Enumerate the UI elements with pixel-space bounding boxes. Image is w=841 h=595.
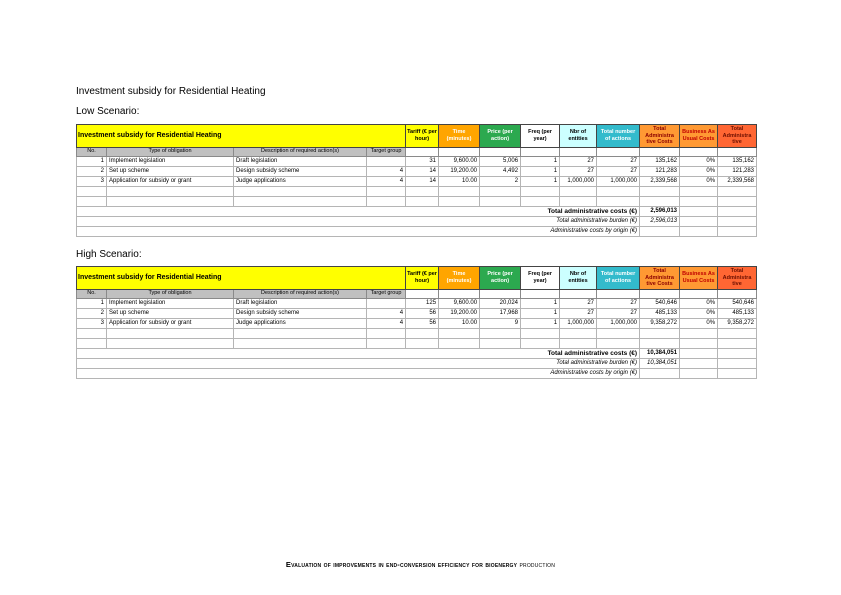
total-burden-label: Total administrative burden (€)	[77, 358, 640, 368]
cell-total-admin: 540,646	[718, 298, 757, 308]
cell-admin-costs: 485,133	[640, 308, 680, 318]
empty-cell	[439, 328, 480, 338]
cell-time: 19,200.00	[439, 308, 480, 318]
cell-actions: 1,000,000	[597, 176, 640, 186]
empty-cell	[77, 186, 107, 196]
empty-cell	[439, 289, 480, 298]
empty-cell	[406, 338, 439, 348]
empty-cell	[439, 186, 480, 196]
empty-cell	[234, 328, 367, 338]
empty-cell	[521, 338, 560, 348]
total-costs-label: Total administrative costs (€)	[77, 206, 640, 216]
cell-time: 9,600.00	[439, 156, 480, 166]
cell-entities: 27	[560, 298, 597, 308]
table-row	[77, 308, 757, 318]
cell-price: 9	[480, 318, 521, 328]
cell-actions: 27	[597, 166, 640, 176]
cell-bau-costs: 0%	[680, 156, 718, 166]
high-scenario-label: High Scenario:	[76, 249, 142, 260]
empty-cell	[77, 328, 107, 338]
cell-target: 4	[367, 318, 406, 328]
cell-admin-costs: 540,646	[640, 298, 680, 308]
empty-cell	[640, 147, 680, 156]
col-header-actions: Total number of actions	[597, 125, 640, 148]
col-header-type: Type of obligation	[107, 289, 234, 298]
empty-cell	[718, 206, 757, 216]
empty-cell	[560, 196, 597, 206]
page-title: Investment subsidy for Residential Heating	[76, 86, 266, 97]
empty-cell	[406, 328, 439, 338]
cell-admin-costs: 2,339,568	[640, 176, 680, 186]
cell-target: 4	[367, 308, 406, 318]
cell-total-admin: 2,339,568	[718, 176, 757, 186]
table-title: Investment subsidy for Residential Heating	[77, 125, 406, 148]
cell-desc: Design subsidy scheme	[234, 308, 367, 318]
empty-cell	[718, 147, 757, 156]
empty-cell	[367, 196, 406, 206]
total-costs-value: 2,596,013	[640, 206, 680, 216]
empty-cell	[439, 338, 480, 348]
empty-cell	[718, 338, 757, 348]
cell-admin-costs: 121,283	[640, 166, 680, 176]
empty-cell	[367, 338, 406, 348]
cell-bau-costs: 0%	[680, 318, 718, 328]
col-header-target: Target group	[367, 147, 406, 156]
cell-type: Implement legislation	[107, 156, 234, 166]
total-burden-label: Total administrative burden (€)	[77, 216, 640, 226]
cell-tariff: 56	[406, 308, 439, 318]
cell-price: 4,492	[480, 166, 521, 176]
col-header-desc: Description of required action(s)	[234, 147, 367, 156]
empty-cell	[560, 186, 597, 196]
col-header-price: Price (per action)	[480, 125, 521, 148]
empty-cell	[77, 196, 107, 206]
page-footer	[0, 560, 841, 569]
col-header-total-admin: Total Administra tive	[718, 125, 757, 148]
empty-cell	[560, 338, 597, 348]
cell-entities: 27	[560, 166, 597, 176]
col-header-time: Time (minutes)	[439, 267, 480, 290]
empty-cell	[367, 328, 406, 338]
empty-cell	[77, 338, 107, 348]
total-burden-row	[77, 358, 757, 368]
empty-cell	[234, 338, 367, 348]
empty-cell	[680, 186, 718, 196]
cell-type: Application for subsidy or grant	[107, 176, 234, 186]
cell-price: 5,006	[480, 156, 521, 166]
cell-freq: 1	[521, 176, 560, 186]
empty-cell	[718, 328, 757, 338]
empty-cell	[234, 196, 367, 206]
costs-origin-row	[77, 368, 757, 378]
empty-cell	[107, 338, 234, 348]
cell-no: 3	[77, 318, 107, 328]
costs-origin-label: Administrative costs by origin (€)	[77, 368, 640, 378]
cell-tariff: 56	[406, 318, 439, 328]
cell-total-admin: 135,162	[718, 156, 757, 166]
col-header-admin-costs: Total Administra tive Costs	[640, 267, 680, 290]
cell-price: 20,024	[480, 298, 521, 308]
table-row	[77, 166, 757, 176]
low-scenario-label: Low Scenario:	[76, 106, 140, 117]
empty-cell	[597, 289, 640, 298]
cell-no: 2	[77, 166, 107, 176]
empty-cell	[406, 289, 439, 298]
empty-cell	[107, 196, 234, 206]
empty-cell	[521, 196, 560, 206]
cell-type: Implement legislation	[107, 298, 234, 308]
cell-time: 10.00	[439, 318, 480, 328]
empty-cell	[597, 328, 640, 338]
total-costs-value: 10,384,051	[640, 348, 680, 358]
total-burden-value: 10,384,051	[640, 358, 680, 368]
cell-desc: Judge applications	[234, 176, 367, 186]
high-scenario-table	[76, 266, 757, 379]
col-header-entities: Nbr of entities	[560, 267, 597, 290]
cell-desc: Design subsidy scheme	[234, 166, 367, 176]
cell-tariff: 14	[406, 166, 439, 176]
empty-cell	[480, 338, 521, 348]
empty-row	[77, 186, 757, 196]
cell-bau-costs: 0%	[680, 166, 718, 176]
col-header-no: No.	[77, 147, 107, 156]
col-header-bau-costs: Business As Usual Costs	[680, 125, 718, 148]
empty-cell	[521, 147, 560, 156]
empty-cell	[718, 186, 757, 196]
empty-cell	[521, 289, 560, 298]
empty-cell	[640, 328, 680, 338]
col-header-tariff: Tariff (€ per hour)	[406, 267, 439, 290]
cell-type: Application for subsidy or grant	[107, 318, 234, 328]
cell-total-admin: 485,133	[718, 308, 757, 318]
footer-text-tail: production	[519, 560, 556, 569]
table-header-row	[77, 125, 757, 148]
empty-cell	[718, 348, 757, 358]
costs-origin-label: Administrative costs by origin (€)	[77, 226, 640, 236]
col-header-freq: Freq (per year)	[521, 267, 560, 290]
empty-cell	[680, 216, 718, 226]
empty-cell	[640, 338, 680, 348]
empty-cell	[597, 196, 640, 206]
empty-cell	[680, 328, 718, 338]
empty-cell	[521, 328, 560, 338]
empty-cell	[107, 328, 234, 338]
cell-no: 1	[77, 298, 107, 308]
cell-freq: 1	[521, 308, 560, 318]
cell-freq: 1	[521, 166, 560, 176]
empty-cell	[640, 289, 680, 298]
empty-cell	[718, 368, 757, 378]
cell-bau-costs: 0%	[680, 308, 718, 318]
cell-entities: 1,000,000	[560, 318, 597, 328]
cell-target: 4	[367, 166, 406, 176]
empty-cell	[680, 368, 718, 378]
table-row	[77, 298, 757, 308]
empty-cell	[640, 196, 680, 206]
table-header-row	[77, 267, 757, 290]
cell-total-admin: 121,283	[718, 166, 757, 176]
empty-cell	[680, 358, 718, 368]
cell-tariff: 14	[406, 176, 439, 186]
cell-freq: 1	[521, 298, 560, 308]
empty-cell	[640, 226, 680, 236]
col-header-entities: Nbr of entities	[560, 125, 597, 148]
empty-cell	[107, 186, 234, 196]
total-costs-row	[77, 206, 757, 216]
cell-tariff: 31	[406, 156, 439, 166]
empty-cell	[560, 147, 597, 156]
col-header-target: Target group	[367, 289, 406, 298]
empty-cell	[521, 186, 560, 196]
col-header-admin-costs: Total Administra tive Costs	[640, 125, 680, 148]
cell-desc: Draft legislation	[234, 156, 367, 166]
empty-cell	[680, 226, 718, 236]
cell-type: Set up scheme	[107, 308, 234, 318]
empty-cell	[439, 147, 480, 156]
empty-cell	[718, 226, 757, 236]
cell-price: 2	[480, 176, 521, 186]
empty-cell	[480, 186, 521, 196]
cell-freq: 1	[521, 318, 560, 328]
table-subheader-row	[77, 147, 757, 156]
cell-price: 17,968	[480, 308, 521, 318]
col-header-actions: Total number of actions	[597, 267, 640, 290]
col-header-time: Time (minutes)	[439, 125, 480, 148]
empty-cell	[680, 196, 718, 206]
total-burden-value: 2,596,013	[640, 216, 680, 226]
empty-cell	[406, 186, 439, 196]
cell-bau-costs: 0%	[680, 298, 718, 308]
cell-tariff: 125	[406, 298, 439, 308]
low-scenario-table	[76, 124, 757, 237]
total-costs-row	[77, 348, 757, 358]
col-header-total-admin: Total Administra tive	[718, 267, 757, 290]
empty-cell	[640, 368, 680, 378]
empty-cell	[560, 328, 597, 338]
cell-entities: 1,000,000	[560, 176, 597, 186]
footer-text: Evaluation of improvements in end-conversion efficiency for bioenergy	[285, 560, 518, 569]
cell-target	[367, 156, 406, 166]
cell-actions: 27	[597, 298, 640, 308]
table-row	[77, 176, 757, 186]
cell-no: 3	[77, 176, 107, 186]
empty-cell	[480, 147, 521, 156]
cell-entities: 27	[560, 308, 597, 318]
total-costs-label: Total administrative costs (€)	[77, 348, 640, 358]
empty-cell	[597, 147, 640, 156]
costs-origin-row	[77, 226, 757, 236]
empty-cell	[640, 186, 680, 196]
empty-cell	[680, 338, 718, 348]
cell-bau-costs: 0%	[680, 176, 718, 186]
cell-admin-costs: 135,162	[640, 156, 680, 166]
empty-cell	[680, 348, 718, 358]
empty-row	[77, 328, 757, 338]
empty-cell	[597, 186, 640, 196]
cell-time: 10.00	[439, 176, 480, 186]
empty-row	[77, 196, 757, 206]
empty-cell	[406, 147, 439, 156]
cell-actions: 1,000,000	[597, 318, 640, 328]
empty-cell	[718, 216, 757, 226]
col-header-tariff: Tariff (€ per hour)	[406, 125, 439, 148]
col-header-no: No.	[77, 289, 107, 298]
empty-cell	[680, 147, 718, 156]
empty-cell	[439, 196, 480, 206]
col-header-price: Price (per action)	[480, 267, 521, 290]
empty-cell	[234, 186, 367, 196]
empty-cell	[680, 206, 718, 216]
empty-cell	[680, 289, 718, 298]
cell-target	[367, 298, 406, 308]
cell-no: 1	[77, 156, 107, 166]
empty-cell	[480, 328, 521, 338]
cell-entities: 27	[560, 156, 597, 166]
cell-time: 9,600.00	[439, 298, 480, 308]
cell-type: Set up scheme	[107, 166, 234, 176]
cell-target: 4	[367, 176, 406, 186]
table-title: Investment subsidy for Residential Heating	[77, 267, 406, 290]
empty-cell	[718, 289, 757, 298]
cell-freq: 1	[521, 156, 560, 166]
cell-total-admin: 9,358,272	[718, 318, 757, 328]
table-row	[77, 318, 757, 328]
col-header-bau-costs: Business As Usual Costs	[680, 267, 718, 290]
total-burden-row	[77, 216, 757, 226]
cell-actions: 27	[597, 308, 640, 318]
cell-desc: Draft legislation	[234, 298, 367, 308]
empty-cell	[597, 338, 640, 348]
cell-desc: Judge applications	[234, 318, 367, 328]
empty-cell	[367, 186, 406, 196]
empty-cell	[560, 289, 597, 298]
empty-cell	[480, 196, 521, 206]
col-header-desc: Description of required action(s)	[234, 289, 367, 298]
col-header-freq: Freq (per year)	[521, 125, 560, 148]
empty-cell	[480, 289, 521, 298]
cell-admin-costs: 9,358,272	[640, 318, 680, 328]
cell-no: 2	[77, 308, 107, 318]
table-subheader-row	[77, 289, 757, 298]
table-row	[77, 156, 757, 166]
col-header-type: Type of obligation	[107, 147, 234, 156]
cell-actions: 27	[597, 156, 640, 166]
empty-cell	[718, 196, 757, 206]
empty-cell	[406, 196, 439, 206]
empty-row	[77, 338, 757, 348]
empty-cell	[718, 358, 757, 368]
cell-time: 19,200.00	[439, 166, 480, 176]
